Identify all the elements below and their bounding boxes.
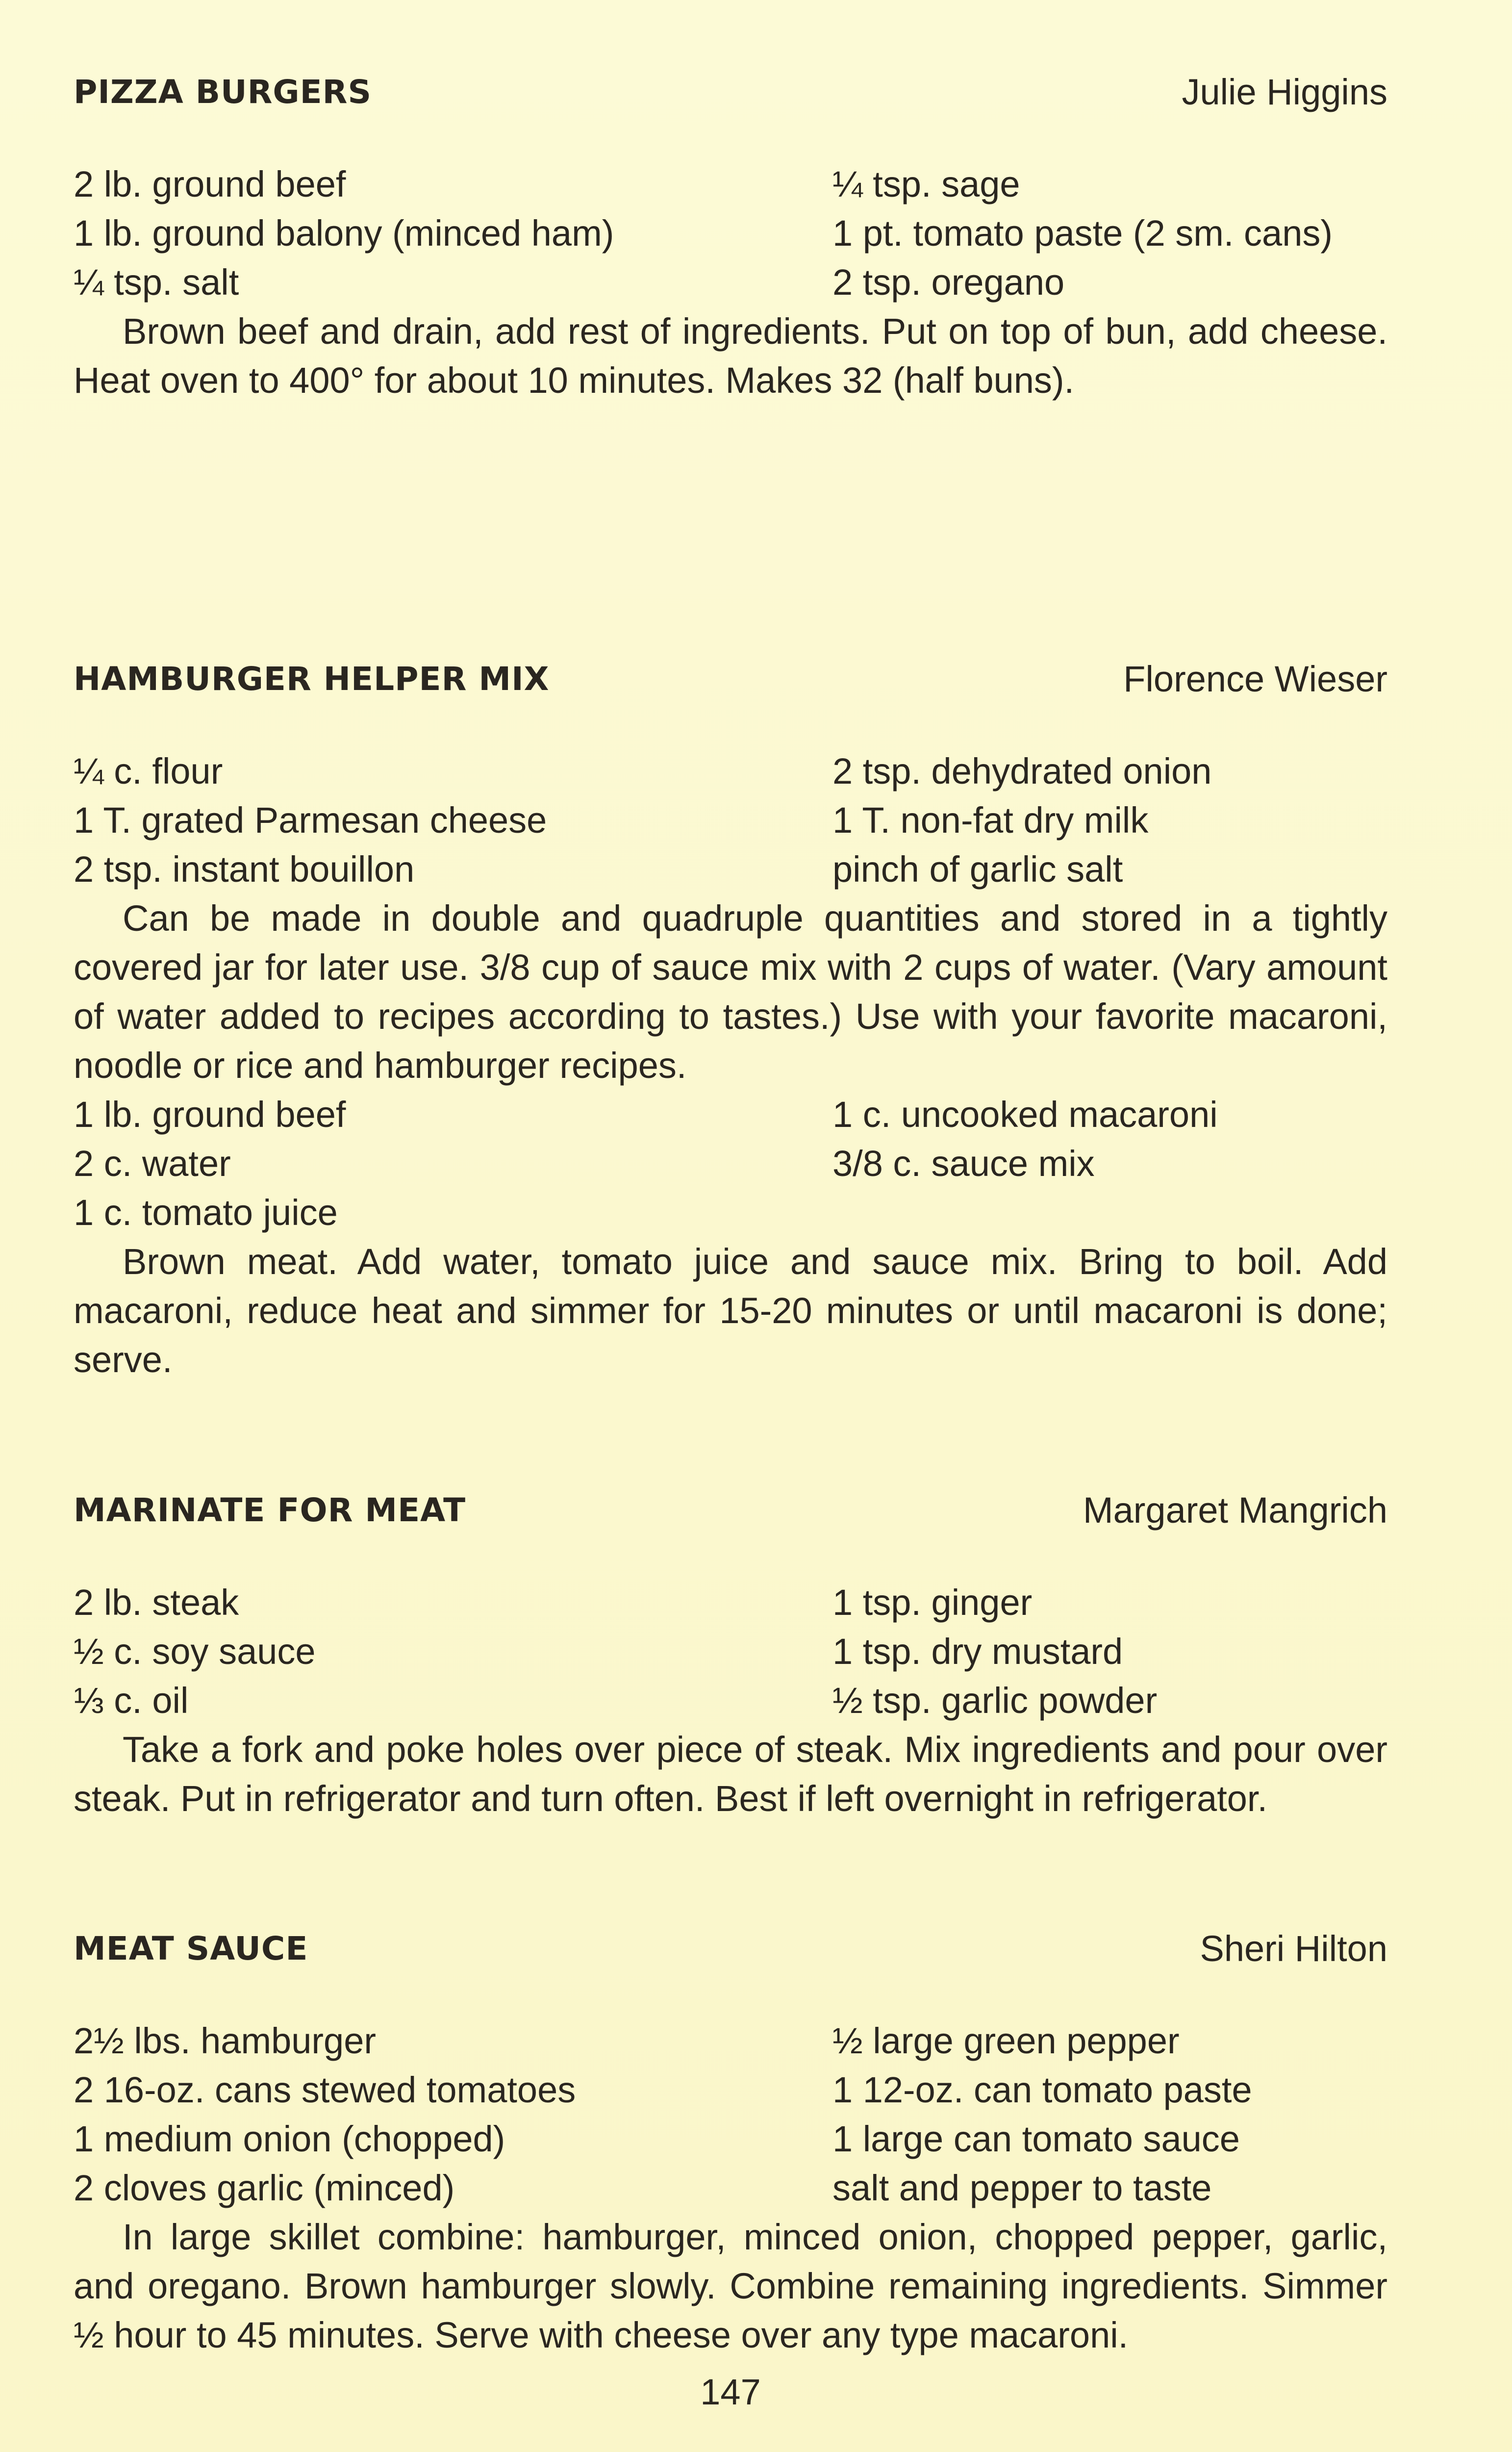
ingredient-row (74, 2017, 1387, 2066)
ingredient-list (74, 1578, 1387, 1725)
ingredient: ¼ tsp. salt (74, 262, 239, 303)
ingredient-row (74, 1090, 1387, 1139)
recipe-author: Sheri Hilton (1200, 1928, 1387, 1969)
ingredient: 2 c. water (74, 1143, 231, 1184)
ingredient: ⅓ c. oil (74, 1680, 189, 1721)
recipe-author: Margaret Mangrich (1083, 1490, 1387, 1531)
ingredient-row (74, 2164, 1387, 2213)
ingredient: 3/8 c. sauce mix (832, 1143, 1095, 1184)
ingredient-row (74, 258, 1387, 307)
ingredient: 1 12-oz. can tomato paste (832, 2069, 1252, 2110)
ingredient-row (74, 209, 1387, 258)
recipe-instructions: Take a fork and poke holes over piece of steak. Mix ingredients and pour over steak. Put in refrigerator and turn often. Best if left overnight in refrigerator. (74, 1729, 1387, 1819)
ingredient: salt and pepper to taste (832, 2168, 1212, 2208)
ingredient: 2 cloves garlic (minced) (74, 2168, 455, 2208)
recipe-pizza-burgers (74, 69, 1387, 405)
recipe-title: MEAT SAUCE (74, 1930, 308, 1967)
ingredient: pinch of garlic salt (832, 849, 1123, 890)
ingredient: 2 16-oz. cans stewed tomatoes (74, 2069, 576, 2110)
ingredient: 2½ lbs. hamburger (74, 2020, 377, 2061)
ingredient: 1 medium onion (chopped) (74, 2119, 505, 2159)
ingredient-list (74, 747, 1387, 894)
ingredient: 2 lb. ground beef (74, 164, 346, 204)
ingredient-row (74, 1188, 1387, 1237)
ingredient-row (74, 845, 1387, 894)
ingredient-list (74, 160, 1387, 307)
ingredient: 1 lb. ground balony (minced ham) (74, 213, 614, 254)
ingredient: 1 c. uncooked macaroni (832, 1094, 1218, 1135)
ingredient: 1 lb. ground beef (74, 1094, 346, 1135)
ingredient: 1 pt. tomato paste (2 sm. cans) (832, 213, 1333, 254)
ingredient: ½ tsp. garlic powder (832, 1680, 1158, 1721)
ingredient: 1 c. tomato juice (74, 1192, 338, 1233)
ingredient: 1 large can tomato sauce (832, 2119, 1240, 2159)
ingredient: 1 tsp. ginger (832, 1582, 1033, 1623)
ingredient: 2 tsp. instant bouillon (74, 849, 415, 890)
cookbook-page (74, 0, 1387, 2452)
recipe-title: PIZZA BURGERS (74, 73, 372, 111)
ingredient: ½ large green pepper (832, 2020, 1180, 2061)
ingredient: 2 tsp. dehydrated onion (832, 751, 1212, 792)
ingredient-row (74, 1627, 1387, 1676)
recipe-instructions-secondary: Brown meat. Add water, tomato juice and sauce mix. Bring to boil. Add macaroni, reduce heat and simmer for 15-20 minutes or until macaroni is done; serve. (74, 1241, 1387, 1380)
ingredient-row (74, 796, 1387, 845)
ingredient-row (74, 160, 1387, 209)
ingredient-row (74, 747, 1387, 796)
ingredient-row (74, 1676, 1387, 1725)
ingredient: 1 T. grated Parmesan cheese (74, 800, 547, 841)
ingredient: ¼ tsp. sage (832, 164, 1020, 204)
recipe-instructions: Can be made in double and quadruple quantities and stored in a tightly covered jar for later use. 3/8 cup of sauce mix with 2 cups of water. (Vary amount of water added to recipes according to tastes.) Use with your favorite macaroni, noodle or rice and hamburger recipes. (74, 898, 1387, 1086)
ingredient: 2 tsp. oregano (832, 262, 1065, 303)
ingredient-list-secondary (74, 1090, 1387, 1237)
recipe-title: HAMBURGER HELPER MIX (74, 660, 550, 698)
ingredient-list (74, 2017, 1387, 2213)
recipe-marinate-for-meat (74, 1487, 1387, 1823)
ingredient: 2 lb. steak (74, 1582, 239, 1623)
recipe-author: Florence Wieser (1123, 659, 1387, 699)
ingredient-row (74, 1578, 1387, 1627)
ingredient-row (74, 2066, 1387, 2115)
ingredient: 1 T. non-fat dry milk (832, 800, 1149, 841)
ingredient-row (74, 2115, 1387, 2164)
recipe-meat-sauce (74, 1925, 1387, 2360)
ingredient: ½ c. soy sauce (74, 1631, 316, 1672)
recipe-title: MARINATE FOR MEAT (74, 1491, 466, 1529)
recipe-instructions: In large skillet combine: hamburger, minced onion, chopped pepper, garlic, and oregano. Brown hamburger slowly. Combine remaining ingredients. Simmer ½ hour to 45 minutes. Serve with cheese over any type macaroni. (74, 2217, 1387, 2355)
recipe-author: Julie Higgins (1182, 72, 1387, 112)
ingredient: 1 tsp. dry mustard (832, 1631, 1123, 1672)
ingredient: ¼ c. flour (74, 751, 223, 792)
ingredient-row (74, 1139, 1387, 1188)
page-number: 147 (700, 2372, 761, 2412)
recipe-hamburger-helper-mix (74, 656, 1387, 1384)
recipe-instructions: Brown beef and drain, add rest of ingredients. Put on top of bun, add cheese. Heat oven to 400° for about 10 minutes. Makes 32 (half buns). (74, 311, 1387, 401)
